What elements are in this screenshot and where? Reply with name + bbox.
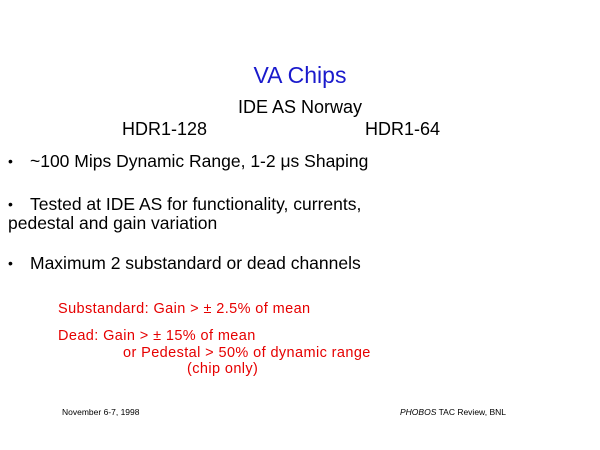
bullet-text: Tested at IDE AS for functionality, currents, — [30, 194, 362, 214]
slide-subtitle: IDE AS Norway — [237, 97, 363, 117]
model-label-left: HDR1-128 — [122, 119, 208, 139]
bullet-text-continuation: pedestal and gain variation — [8, 213, 218, 233]
bullet-icon: • — [8, 153, 13, 169]
bullet-icon: • — [8, 255, 13, 271]
footer-event — [400, 407, 506, 417]
criteria-dead: Dead: Gain > ± 15% of mean — [58, 328, 256, 344]
criteria-dead-pedestal: or Pedestal > 50% of dynamic range — [123, 345, 371, 361]
criteria-dead-note: (chip only) — [187, 361, 259, 377]
footer-event-experiment: PHOBOS — [400, 407, 437, 417]
footer-event-review: TAC Review, BNL — [436, 407, 506, 417]
footer-date: November 6-7, 1998 — [62, 407, 140, 417]
bullet-item — [8, 151, 368, 171]
model-label-right: HDR1-64 — [365, 119, 441, 139]
criteria-substandard: Substandard: Gain > ± 2.5% of mean — [58, 301, 311, 317]
bullet-text: ~100 Mips Dynamic Range, 1-2 μs Shaping — [30, 151, 369, 171]
bullet-item — [8, 194, 361, 214]
bullet-item — [8, 253, 361, 273]
slide-title: VA Chips — [253, 62, 347, 88]
bullet-icon: • — [8, 196, 13, 212]
bullet-text: Maximum 2 substandard or dead channels — [30, 253, 361, 273]
